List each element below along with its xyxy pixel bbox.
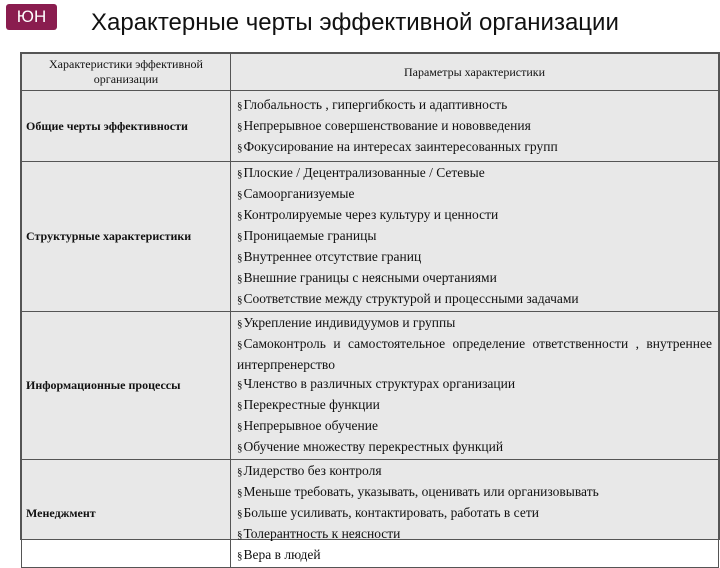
table-row — [22, 91, 719, 162]
row-category: Структурные характеристики — [22, 162, 231, 312]
bullet-icon: § — [237, 318, 243, 330]
list-item — [237, 247, 712, 268]
page-title: Характерные черты эффективной организации — [91, 9, 619, 36]
item-text: Меньше требовать, указывать, оценивать или организовывать — [243, 484, 599, 499]
item-text: Лидерство без контроля — [243, 463, 382, 478]
table-row — [22, 460, 719, 568]
bullet-icon: § — [237, 120, 243, 133]
bullet-icon: § — [237, 529, 243, 541]
item-text: Контролируемые через культуру и ценности — [243, 207, 499, 222]
bullet-icon: § — [237, 400, 243, 412]
row-items — [231, 162, 719, 312]
item-text: Глобальность , гипергибкость и адаптивность — [243, 96, 508, 112]
header-left: Характеристики эффективной организации — [22, 54, 231, 91]
list-item — [237, 437, 712, 458]
list-item — [237, 226, 712, 247]
list-item — [237, 503, 712, 524]
item-text: Внешние границы с неясными очертаниями — [243, 270, 497, 285]
bullet-icon: § — [237, 379, 243, 391]
item-text: Фокусирование на интересах заинтересованных групп — [243, 138, 558, 154]
item-text: Больше усиливать, контактировать, работать в сети — [243, 505, 539, 520]
list-item — [237, 116, 712, 137]
row-items — [231, 91, 719, 162]
table-row — [22, 162, 719, 312]
item-text: Самоконтроль и самостоятельное определение ответственности , внутреннее интерпренерство — [237, 336, 712, 372]
row-category: Информационные процессы — [22, 312, 231, 460]
list-item — [237, 137, 712, 158]
bullet-icon: § — [237, 339, 243, 351]
list-item — [237, 95, 712, 116]
item-text: Внутреннее отсутствие границ — [243, 249, 422, 264]
list-item — [237, 374, 712, 395]
item-text: Непрерывное обучение — [243, 418, 378, 433]
row-items — [231, 460, 719, 568]
row-category: Менеджмент — [22, 460, 231, 568]
item-text: Непрерывное совершенствование и нововведения — [243, 117, 531, 133]
item-text: Проницаемые границы — [243, 228, 377, 243]
list-item — [237, 482, 712, 503]
bullet-icon: § — [237, 168, 243, 180]
item-text: Укрепление индивидуумов и группы — [243, 315, 456, 330]
bullet-icon: § — [237, 421, 243, 433]
row-category: Общие черты эффективности — [22, 91, 231, 162]
item-text: Толерантность к неясности — [243, 526, 401, 541]
table-header-row — [22, 54, 719, 91]
header-right: Параметры характеристики — [231, 54, 719, 91]
bullet-icon: § — [237, 99, 243, 112]
bullet-icon: § — [237, 141, 243, 154]
bullet-icon: § — [237, 550, 243, 562]
list-item — [237, 545, 712, 566]
item-text: Членство в различных структурах организации — [243, 376, 516, 391]
item-text: Самоорганизуемые — [243, 186, 355, 201]
bullet-icon: § — [237, 294, 243, 306]
list-item — [237, 313, 712, 334]
logo-badge: ЮН — [6, 4, 57, 30]
list-item — [237, 416, 712, 437]
bullet-icon: § — [237, 487, 243, 499]
bullet-icon: § — [237, 273, 243, 285]
list-item — [237, 268, 712, 289]
item-text: Плоские / Децентрализованные / Сетевые — [243, 165, 485, 180]
list-item — [237, 289, 712, 310]
list-item — [237, 184, 712, 205]
list-item — [237, 524, 712, 545]
bullet-icon: § — [237, 189, 243, 201]
table-row — [22, 312, 719, 460]
characteristics-table — [20, 52, 720, 562]
bullet-icon: § — [237, 508, 243, 520]
bullet-icon: § — [237, 231, 243, 243]
row-items — [231, 312, 719, 460]
list-item — [237, 163, 712, 184]
item-text: Вера в людей — [243, 547, 321, 562]
item-text: Соответствие между структурой и процессными задачами — [243, 291, 579, 306]
bullet-icon: § — [237, 442, 243, 454]
item-text: Перекрестные функции — [243, 397, 380, 412]
bullet-icon: § — [237, 252, 243, 264]
list-item — [237, 395, 712, 416]
list-item — [237, 334, 712, 374]
item-text: Обучение множеству перекрестных функций — [243, 439, 504, 454]
bullet-icon: § — [237, 466, 243, 478]
list-item — [237, 461, 712, 482]
list-item — [237, 205, 712, 226]
bullet-icon: § — [237, 210, 243, 222]
